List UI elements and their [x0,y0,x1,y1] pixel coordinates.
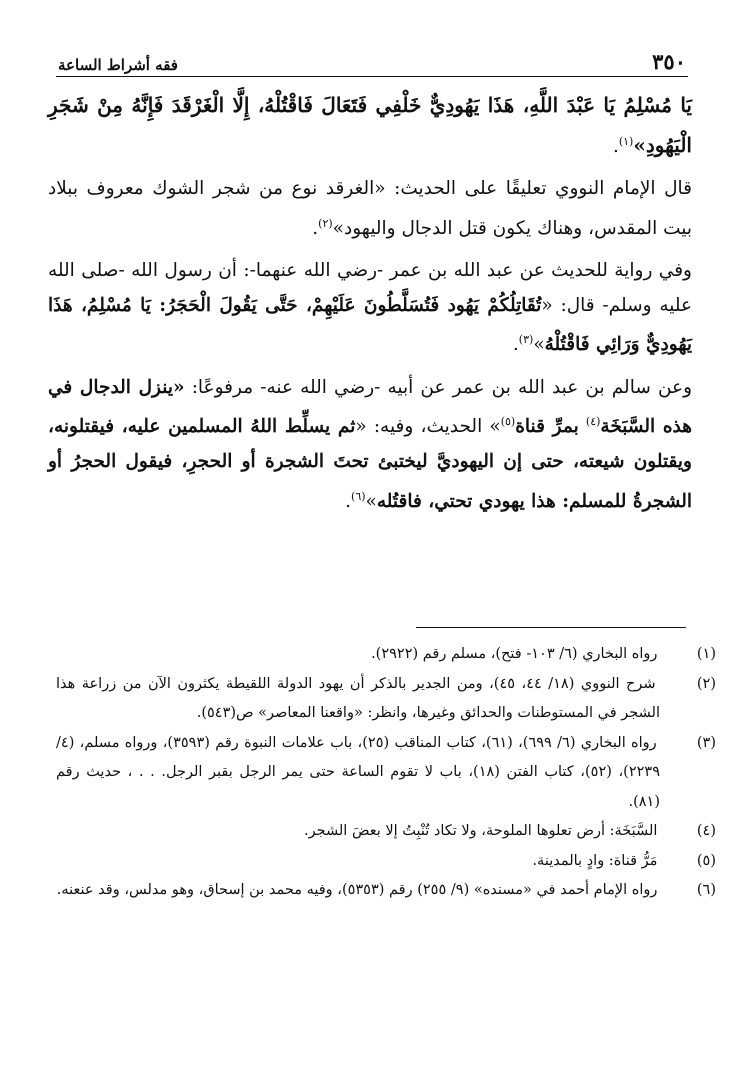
hadith-quote-part1: «ينزل الدجال في هذه السَّبَخَة [48,376,692,438]
footnote-number: (١) [696,646,716,662]
footnote-separator [416,627,686,628]
footnote-number: (٣) [696,734,716,751]
footnote-text: رواه الإمام أحمد في «مسنده» (٩/ ٢٥٥) رقم (٥٣٥٣)، وفيه محمد بن إسحاق، وهو مدلس، وقد عنعنه. [56,882,658,898]
paragraph-salim-narration [48,371,692,519]
footnote-ref-1[interactable]: (١) [618,134,634,148]
narration-intro: وفي رواية للحديث عن عبد الله بن عمر -رضي الله عنهما-: أن رسول الله -صلى الله عليه وسلم- قال: « [48,260,692,316]
hadith-quote-part3: ثم يسلِّط اللهُ المسلمين عليه، فيقتلونه، ويقتلون شيعته، حتى إن اليهوديَّ ليختبئ تحتَ الشجرة أو الحجرِ، فيقول الحجرُ أو الشجرةُ للمسلم: هذا يهودي تحتي، فاقتُله [48,416,692,512]
hadith-quote-part2: بمرِّ قناة [515,416,579,438]
footnote-ref-4[interactable]: (٤) [585,415,601,429]
sentence-end: . [612,135,619,157]
footnote-text: السَّبَخَة: أرض تعلوها الملوحة، ولا تكاد تُنْبِتُ إلا بعضَ الشجر. [303,823,658,839]
footnote-number: (٤) [696,823,716,839]
main-text [48,88,692,527]
footnote-number: (٥) [696,852,716,869]
footnote-2 [56,670,716,729]
page-header [58,44,686,74]
footnote-number: (٦) [696,882,716,898]
footnote-4 [56,817,716,847]
footnote-text: رواه البخاري (٦/ ١٠٣- فتح)، مسلم رقم (٢٩٢٢). [371,646,658,662]
sentence-end: . [312,217,319,239]
footnote-ref-6[interactable]: (٦) [351,489,366,503]
footnote-number: (٢) [696,675,716,692]
footnote-text: شرح النووي (١٨/ ٤٤، ٤٥)، ومن الجدير بالذكر أن يهود الدولة اللقيطة يكثرون الآن من زراعة هذا الشجر في المستوطنات والحدائق وغيرها، وانظر: «واقعنا المعاصر» ص(٥٤٣). [56,675,660,721]
page-number: ٣٥٠ [652,49,686,74]
footnote-3 [56,729,716,818]
paragraph-nawawi-comment [48,172,692,246]
footnote-text: مَرُّ قناة: وادٍ بالمدينة. [532,852,658,869]
sentence-end: . [512,334,519,356]
footnote-5 [56,847,716,877]
quote-close: » [365,490,377,512]
footnote-ref-2[interactable]: (٢) [318,216,333,230]
footnote-1 [56,640,716,670]
hadith-connector: » الحديث، وفيه: « [355,416,501,438]
footnotes [56,640,716,906]
footnote-ref-5[interactable]: (٥) [500,415,516,429]
narration-intro: وعن سالم بن عبد الله بن عمر عن أبيه -رضي الله عنه- مرفوعًا: [191,376,693,398]
nawawi-comment-text: قال الإمام النووي تعليقًا على الحديث: «الغرقد نوع من شجر الشوك معروف ببلاد بيت المقدس، وهناك يكون قتل الدجال واليهود» [48,178,692,239]
footnote-6 [56,876,716,906]
header-rule [56,76,688,77]
paragraph-hadith-continuation [48,88,692,164]
paragraph-ibn-umar-narration [48,254,692,363]
footnote-text: رواه البخاري (٦/ ٦٩٩)، (٦١)، كتاب المناقب (٢٥)، باب علامات النبوة رقم (٣٥٩٣)، ورواه مسلم، (٤/ ٢٢٣٩)، (٥٢)، كتاب الفتن (١٨)، باب لا تقوم الساعة حتى يمر الرجل بقبر الرجل. . . ، حديث رقم (٨١). [56,734,660,810]
footnote-ref-3[interactable]: (٣) [518,333,534,347]
quote-close: » [533,334,545,356]
running-title: فقه أشراط الساعة [58,56,178,74]
hadith-text: يَا مُسْلِمُ يَا عَبْدَ اللَّهِ، هَذَا يَهُودِيٌّ خَلْفِي فَتَعَالَ فَاقْتُلْهُ، إِلَّا الْغَرْقَدَ فَإِنَّهُ مِنْ شَجَرِ الْيَهُودِ» [48,93,692,157]
sentence-end: . [345,490,352,512]
hadith-text: تُقَاتِلُكُمْ يَهُود فَتُسَلَّطُونَ عَلَيْهِمْ، حَتَّى يَقُولَ الْحَجَرُ: يَا مُسْلِمُ، هَذَا يَهُودِيٌّ وَرَائِي فَاقْتُلْهُ [48,294,692,356]
